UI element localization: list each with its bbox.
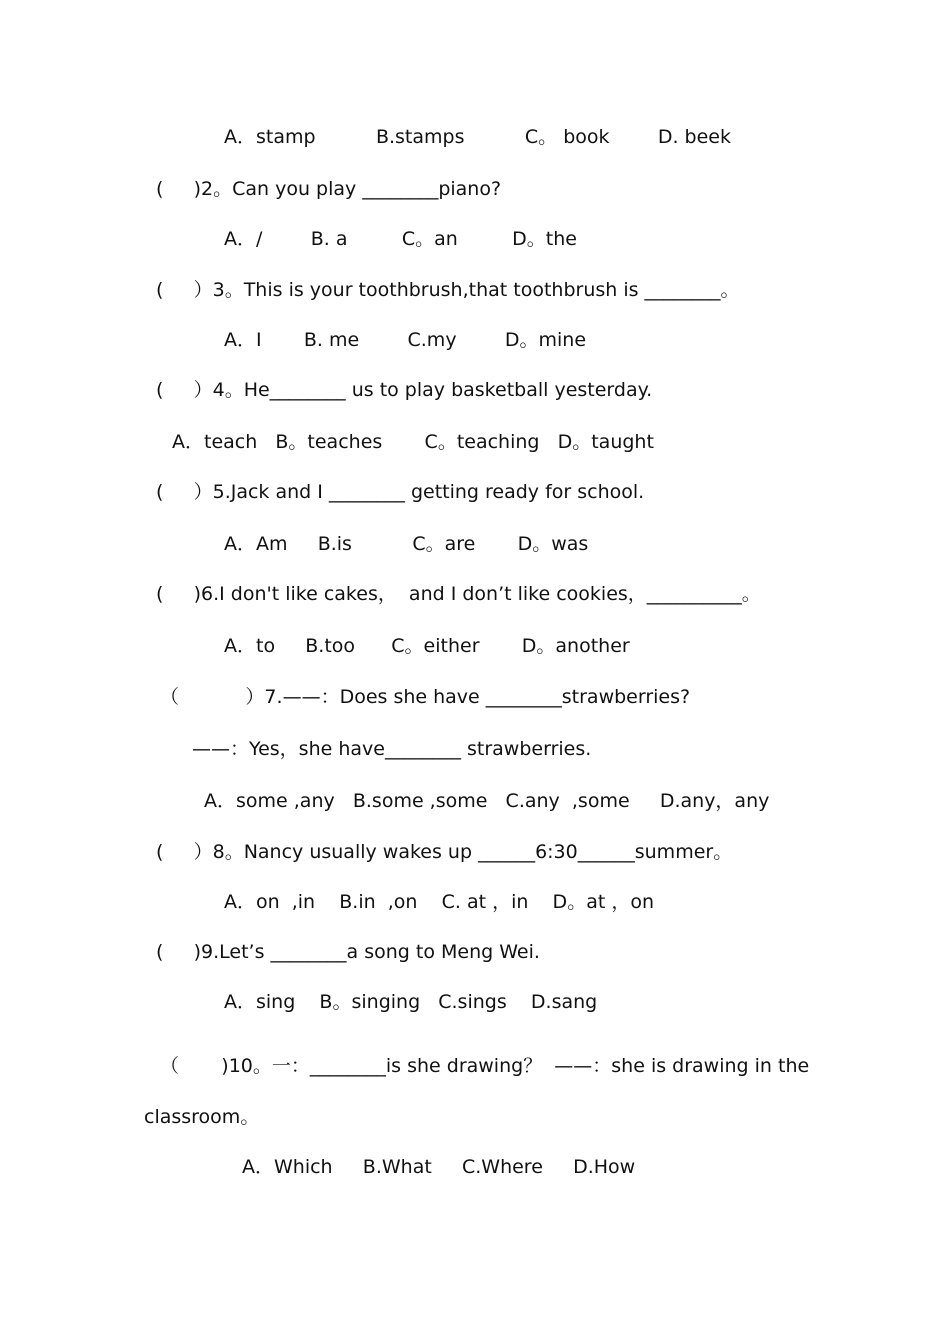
question-7: （ ）7.——：Does she have ________strawberries?	[160, 686, 691, 708]
q7-options: A．some ,any B.some ,some C.any ,some D.any，any	[204, 790, 770, 812]
question-10: （ )10。一：________is she drawing？ ——：she is drawing in the	[160, 1055, 810, 1077]
q4-options: A．teach B。teaches C。teaching D。taught	[172, 431, 654, 453]
question-10-continued: classroom。	[144, 1106, 260, 1128]
q6-options: A．to B.too C。either D。another	[224, 635, 630, 657]
question-4: ( ）4。He________ us to play basketball yesterday.	[156, 379, 653, 401]
q9-options: A．sing B。singing C.sings D.sang	[224, 991, 598, 1013]
question-5: ( ）5.Jack and I ________ getting ready for school.	[156, 481, 645, 503]
q8-options: A．on ,in B.in ,on C. at ，in D。at ，on	[224, 891, 654, 913]
q1-options: A．stamp B.stamps C。 book D. beek	[224, 126, 731, 148]
question-3: ( ）3。This is your toothbrush,that toothbrush is ________。	[156, 279, 740, 301]
q5-options: A．Am B.is C。are D。was	[224, 533, 589, 555]
question-9: ( )9.Let’s ________a song to Meng Wei.	[156, 941, 540, 963]
q2-options: A．/ B. a C。an D。the	[224, 228, 577, 250]
question-6: ( )6.I don't like cakes， and I don’t like cookies，__________。	[156, 583, 761, 605]
question-2: ( )2。Can you play ________piano?	[156, 178, 502, 200]
q7-answer: ——：Yes，she have________ strawberries.	[192, 738, 592, 760]
q10-options: A．Which B.What C.Where D.How	[242, 1156, 636, 1178]
q3-options: A．I B. me C.my D。mine	[224, 329, 587, 351]
question-8: ( ）8。Nancy usually wakes up ______6:30______summer。	[156, 841, 733, 863]
